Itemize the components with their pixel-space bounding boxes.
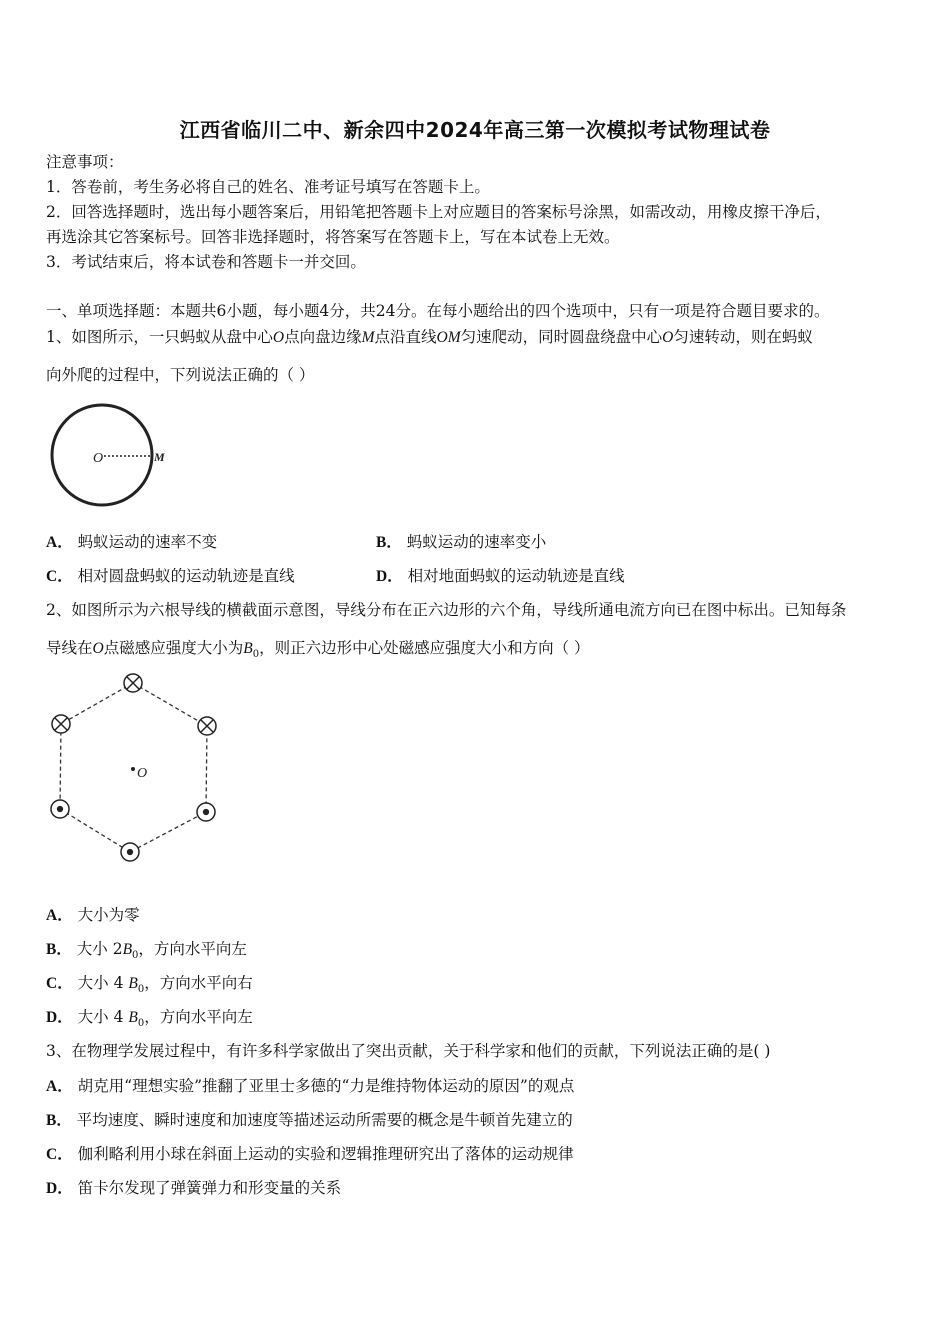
q2-stem-line1: 2、如图所示为六根导线的横截面示意图，导线分布在正六边形的六个角，导线所通电流方向已在图中标出。已知每条 — [46, 601, 847, 619]
notice-item: 再选涂其它答案标号。回答非选择题时，将答案写在答题卡上，写在本试卷上无效。 — [46, 228, 620, 246]
page-title: 江西省临川二中、新余四中2024年高三第一次模拟考试物理试卷 — [179, 118, 771, 142]
q3-option-d: D． 笛卡尔发现了弹簧弹力和形变量的关系 — [46, 1179, 342, 1197]
wire-out-of-page — [197, 803, 215, 821]
wire-into-page — [52, 715, 70, 733]
notice-heading: 注意事项： — [46, 153, 124, 171]
notice-item: 3．考试结束后，将本试卷和答题卡一并交回。 — [46, 253, 366, 271]
label-o: O — [137, 766, 148, 781]
q2-option-b: B． 大小 $2B_0$，方向水平向左 — [46, 940, 247, 962]
notice-item: 1．答卷前，考生务必将自己的姓名、准考证号填写在答题卡上。 — [46, 178, 490, 196]
q3-option-b: B． 平均速度、瞬时速度和加速度等描述运动所需要的概念是牛顿首先建立的 — [46, 1111, 573, 1129]
wire-into-page — [124, 674, 142, 692]
q2-stem-line2: 导线在O点磁感应强度大小为$B_0$，则正六边形中心处磁感应强度大小和方向（ ） — [46, 639, 590, 661]
q1-option-b: B． 蚂蚁运动的速率变小 — [376, 533, 547, 551]
label-m: M — [154, 450, 165, 464]
q1-stem-line2: 向外爬的过程中，下列说法正确的（ ） — [46, 366, 315, 384]
notice-item: 2．回答选择题时，选出每小题答案后，用铅笔把答题卡上对应题目的答案标号涂黑，如需改动，用橡皮擦干净后， — [46, 203, 831, 221]
q1-stem-line1: 1、如图所示，一只蚂蚁从盘中心O点向盘边缘M点沿直线OM匀速爬动，同时圆盘绕盘中心O匀速转动，则在蚂蚁 — [46, 328, 813, 346]
q3-stem: 3、在物理学发展过程中，有许多科学家做出了突出贡献，关于科学家和他们的贡献，下列说法正确的是( ) — [46, 1042, 771, 1060]
q2-option-c: C． 大小 4 $B_0$，方向水平向右 — [46, 974, 253, 996]
q2-option-a: A． 大小为零 — [46, 906, 140, 924]
q2-hexagon-figure — [40, 670, 240, 870]
q1-disc-figure — [40, 398, 180, 510]
center-point — [131, 767, 135, 771]
q1-option-a: A． 蚂蚁运动的速率不变 — [46, 533, 218, 551]
section-heading: 一、单项选择题：本题共6小题，每小题4分，共24分。在每小题给出的四个选项中，只有一项是符合题目要求的。 — [46, 302, 830, 320]
wire-into-page — [198, 717, 216, 735]
wire-out-of-page — [121, 843, 139, 861]
q2-option-d: D． 大小 4 $B_0$，方向水平向左 — [46, 1008, 253, 1030]
q1-option-c: C． 相对圆盘蚂蚁的运动轨迹是直线 — [46, 567, 295, 585]
q3-option-a: A． 胡克用“理想实验”推翻了亚里士多德的“力是维持物体运动的原因”的观点 — [46, 1077, 575, 1095]
q1-option-d: D． 相对地面蚂蚁的运动轨迹是直线 — [376, 567, 625, 585]
wire-out-of-page — [51, 800, 69, 818]
q3-option-c: C． 伽利略利用小球在斜面上运动的实验和逻辑推理研究出了落体的运动规律 — [46, 1145, 574, 1163]
label-o: O — [93, 451, 104, 466]
